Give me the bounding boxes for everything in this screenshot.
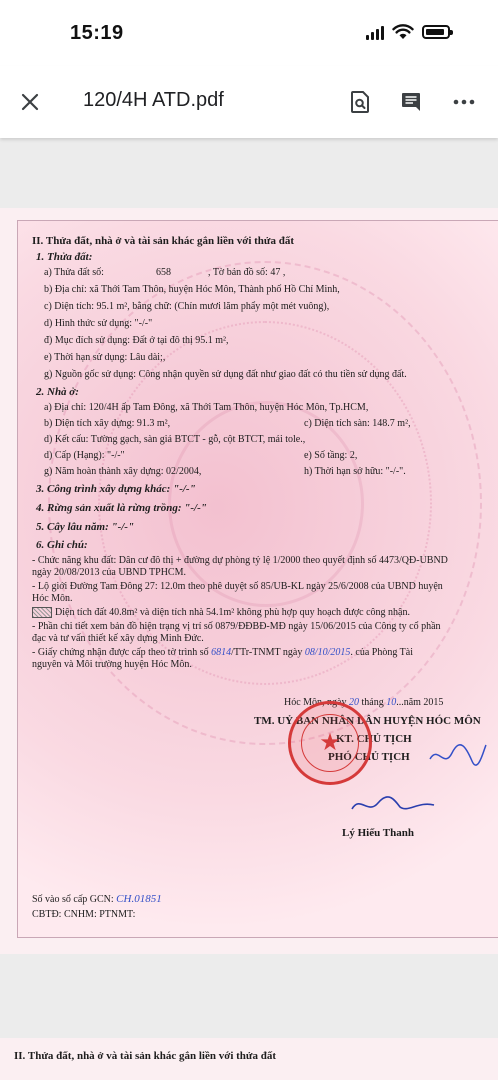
search-button[interactable] [342, 84, 378, 120]
map-sheet: , Tờ bản đồ số: 47 , [208, 267, 286, 278]
parcel-label: a) Thửa đất số: [44, 267, 104, 278]
note-3: Diện tích đất 40.8m² và diện tích nhà 54.1m² không phù hợp quy hoạch được công nhận. [32, 607, 410, 619]
structure: d) Kết cấu: Tường gạch, sàn giả BTCT - gỗ, cột BTCT, mái tole., [44, 434, 306, 445]
floor-area: c) Diện tích sàn: 148.7 m², [304, 418, 411, 429]
pdf-viewer[interactable] [0, 138, 498, 1080]
status-icons [366, 24, 450, 40]
note-5: - Giấy chứng nhận được cấp theo tờ trình số 6814/TTr-TNMT ngày 08/10/2015. của Phòng Tài [32, 647, 414, 658]
use-term: e) Thời hạn sử dụng: Lâu dài;, [44, 352, 166, 363]
note-4b: đạc và tư vấn thiết kế xây dựng Minh Đức. [32, 633, 204, 644]
completion-year: g) Năm hoàn thành xây dựng: 02/2004, [44, 466, 202, 477]
registry-number: Số vào sổ cấp GCN: CH.01851 [32, 893, 162, 905]
more-options-button[interactable] [446, 84, 482, 120]
section-heading: II. Thửa đất, nhà ở và tài sản khác gắn liền với thửa đất [32, 235, 295, 247]
signature [348, 789, 438, 819]
officer-initials: CBTĐ: CNHM: PTNMT: [32, 909, 136, 920]
wifi-icon [392, 24, 414, 40]
parcel-number: 658 [156, 267, 171, 278]
on-behalf-title: KT. CHỦ TỊCH [336, 733, 412, 745]
notes-icon [400, 91, 422, 113]
search-document-icon [349, 90, 371, 114]
pdf-page-2 [0, 1038, 498, 1080]
status-bar [0, 0, 498, 66]
planted-forest: 4. Rừng sản xuất là rừng trồng: "-/-" [36, 502, 207, 514]
battery-icon [422, 25, 450, 39]
vice-chairman-title: PHÓ CHỦ TỊCH [328, 751, 410, 763]
ownership-term: h) Thời hạn sở hữu: "-/-". [304, 466, 406, 477]
note-2b: Hóc Môn. [32, 593, 73, 604]
house-address: a) Địa chỉ: 120/4H ấp Tam Đông, xã Thới Tam Thôn, huyện Hóc Môn, Tp.HCM, [44, 402, 369, 413]
more-vert-icon [453, 99, 475, 105]
certificate-scan [17, 220, 498, 938]
document-title: 120/4H ATD.pdf [83, 89, 224, 111]
note-4: - Phần chi tiết xem bản đồ hiện trạng vị trí số 0879/ĐĐBĐ-MĐ ngày 15/06/2015 của Công ty cổ phần [32, 621, 441, 632]
notes-button[interactable] [393, 84, 429, 120]
page2-heading: II. Thửa đất, nhà ở và tài sản khác gắn liền với thửa đất [14, 1050, 277, 1062]
note-2: - Lộ giới Đường Tam Đông 27: 12.0m theo phê duyệt số 85/UB-KL ngày 25/6/2008 của UBND huyện [32, 581, 443, 592]
status-time: 15:19 [70, 22, 124, 44]
signal-icon [366, 24, 384, 40]
note-5b: nguyên và Môi trường huyện Hóc Môn. [32, 659, 192, 670]
close-button[interactable] [12, 84, 48, 120]
house-heading: 2. Nhà ở: [36, 386, 79, 398]
pdf-page-1 [0, 208, 498, 954]
perennial-trees: 5. Cây lâu năm: "-/-" [36, 521, 135, 533]
note-1b: ngày 20/08/2013 của UBND TPHCM. [32, 567, 186, 578]
pdf-toolbar [0, 66, 498, 138]
construction-area: b) Diện tích xây dựng: 91.3 m², [44, 418, 171, 429]
other-works: 3. Công trình xây dựng khác: "-/-" [36, 483, 196, 495]
red-seal-stamp [288, 701, 372, 785]
use-purpose: đ) Mục đích sử dụng: Đất ở tại đô thị 95.1 m², [44, 335, 229, 346]
use-origin: g) Nguồn gốc sử dụng: Công nhận quyền sử dụng đất như giao đất có thu tiền sử dụng đất. [44, 369, 407, 380]
note-1: - Chức năng khu đất: Dân cư đô thị + đường dự phòng tỷ lệ 1/2000 theo quyết định số 4473/QĐ-UBND [32, 555, 448, 566]
notes-heading: 6. Ghi chú: [36, 539, 88, 551]
signer-name: Lý Hiếu Thanh [342, 827, 414, 839]
initial-mark [428, 741, 488, 771]
floor-count: e) Số tầng: 2, [304, 450, 358, 461]
issue-date: Hóc Môn, ngày 20 tháng 10...năm 2015 [284, 697, 444, 708]
close-icon [20, 92, 40, 112]
use-form: d) Hình thức sử dụng: "-/-" [44, 318, 153, 329]
committee-title: TM. UỶ BAN NHÂN DÂN HUYỆN HÓC MÔN [254, 715, 481, 727]
land-heading: 1. Thửa đất: [36, 251, 93, 263]
land-address: b) Địa chỉ: xã Thới Tam Thôn, huyện Hóc Môn, Thành phố Hồ Chí Minh, [44, 284, 340, 295]
house-grade: d) Cấp (Hạng): "-/-" [44, 450, 125, 461]
land-area: c) Diện tích: 95.1 m², bằng chữ: (Chín mươi lăm phẩy một mét vuông), [44, 301, 330, 312]
